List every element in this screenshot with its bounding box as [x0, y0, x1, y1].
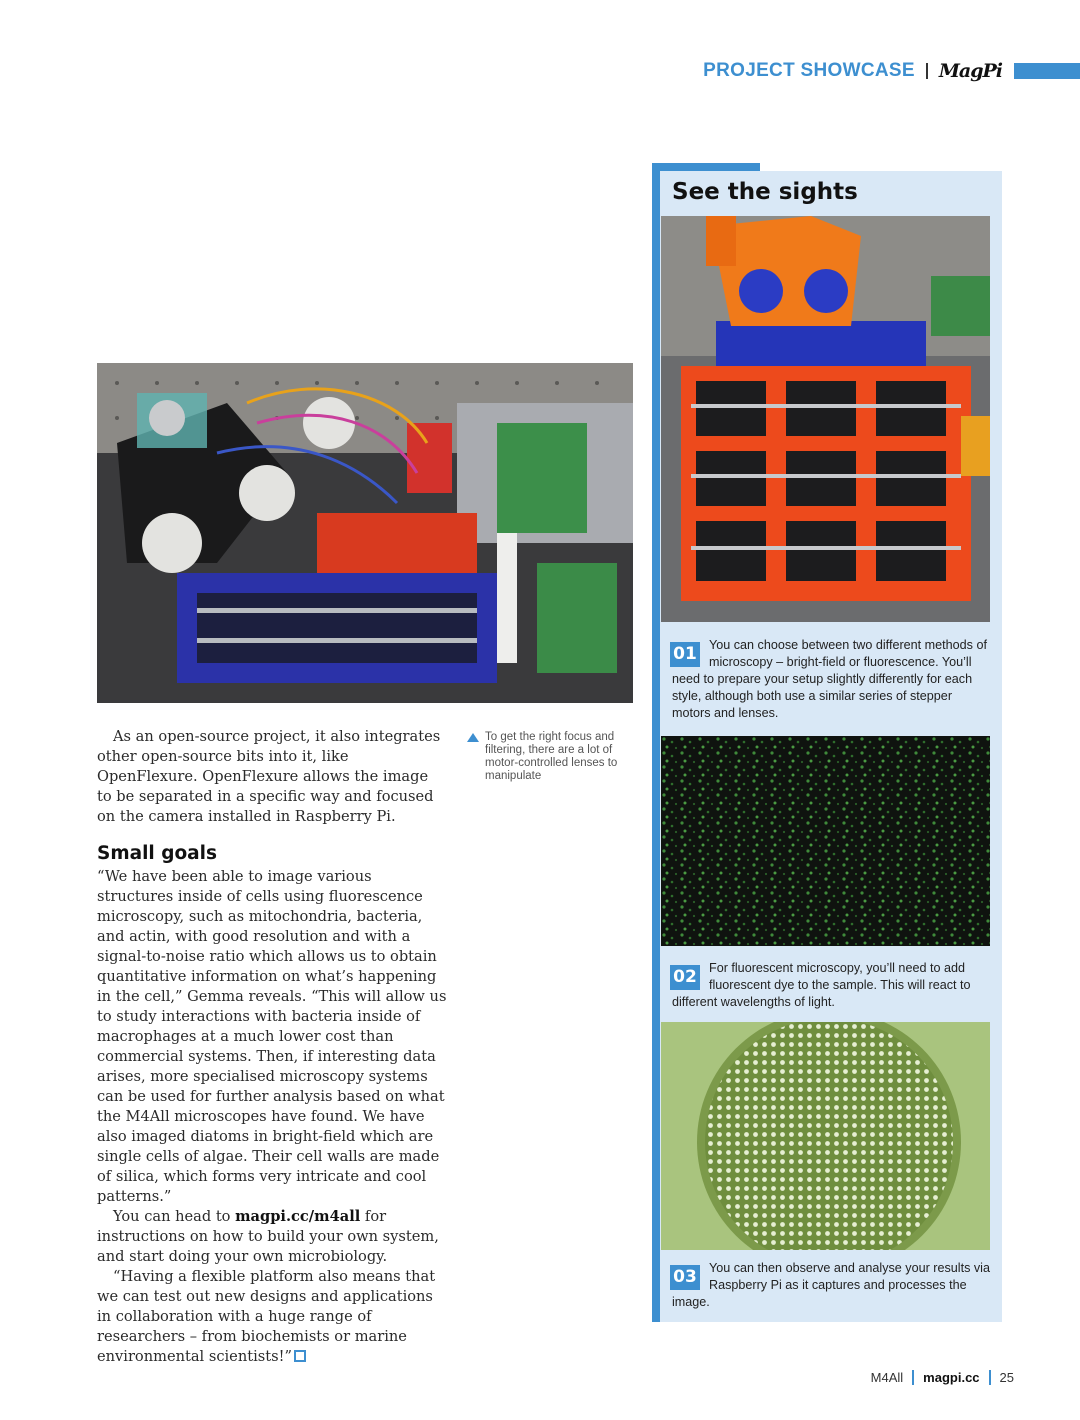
instructions-link[interactable]: magpi.cc/m4all [235, 1208, 361, 1225]
step-number-badge: 01 [670, 642, 700, 667]
header-divider [926, 63, 928, 79]
step-text: You can choose between two different methods of microscopy – bright-field or fluorescence. You’ll need to prepare your setup slightly differently for each style, although both use a similar series of stepper motors and lenses. [672, 638, 987, 720]
sidebar-step-02 [672, 960, 990, 1011]
step-text: You can then observe and analyse your results via Raspberry Pi as it captures and processes the image. [672, 1261, 990, 1309]
section-label: PROJECT SHOWCASE [703, 60, 915, 81]
paragraph: “We have been able to image various structures inside of cells using fluorescence microscopy, such as mitochondria, bacteria, and actin, with good resolution and with a signal-to-noise ratio which allows us to obtain quantitative information on what’s happening in the cell,” Gemma reveals. “This will allow us to study interactions with bacteria inside of macrophages at a much lower cost than commercial systems. Then, if interesting data arises, more specialised microscopy systems can be used for further analysis based on what the M4All microscopes have found. We have also imaged diatoms in bright-field which are single cells of algae. Their cell walls are made of silica, which forms very intricate and cool patterns.” [97, 868, 447, 1205]
sidebar-title: See the sights [672, 179, 858, 205]
subheading-small-goals: Small goals [97, 843, 217, 864]
sidebar-image-microscope [661, 216, 990, 622]
step-number-badge: 02 [670, 965, 700, 990]
caption-triangle-icon [467, 733, 479, 742]
microscope-hardware-photo [97, 363, 633, 703]
sidebar-image-fluorescence [661, 736, 990, 946]
page-footer [871, 1370, 1014, 1385]
paragraph: “Having a flexible platform also means that we can test out new designs and applications in collaboration with a huge range of researchers – from biochemists or marine environmental scientists!” [97, 1268, 436, 1365]
magpi-logo: MagPi [938, 60, 1002, 82]
step-number-badge: 03 [670, 1265, 700, 1290]
sidebar-accent-top [652, 163, 760, 171]
paragraph: As an open-source project, it also integrates other open-source bits into it, like OpenFlexure. OpenFlexure allows the image to be separated in a specific way and focused on the camera installed in Raspberry Pi. [97, 728, 441, 825]
article-body [97, 867, 447, 1367]
sidebar-step-03 [672, 1260, 990, 1311]
sidebar-step-01 [672, 637, 990, 722]
page-number: 25 [999, 1370, 1014, 1385]
footer-divider [989, 1370, 991, 1385]
footer-divider [912, 1370, 914, 1385]
step-text: For fluorescent microscopy, you’ll need to add fluorescent dye to the sample. This will react to different wavelengths of light. [672, 961, 971, 1009]
sidebar-image-diatom [661, 1022, 990, 1250]
sidebar-accent-left [652, 163, 660, 1322]
paragraph: You can head to magpi.cc/m4all for instructions on how to build your own system, and start doing your own microbiology. [97, 1208, 439, 1265]
footer-article-name: M4All [870, 1370, 904, 1385]
photo-caption [467, 731, 627, 783]
end-of-article-icon [294, 1350, 306, 1362]
footer-site: magpi.cc [923, 1370, 980, 1385]
header-accent-bar [1014, 63, 1080, 79]
caption-text: To get the right focus and filtering, there are a lot of motor-controlled lenses to manipulate [485, 731, 618, 782]
page-header [703, 60, 1080, 82]
article-intro [97, 727, 447, 827]
